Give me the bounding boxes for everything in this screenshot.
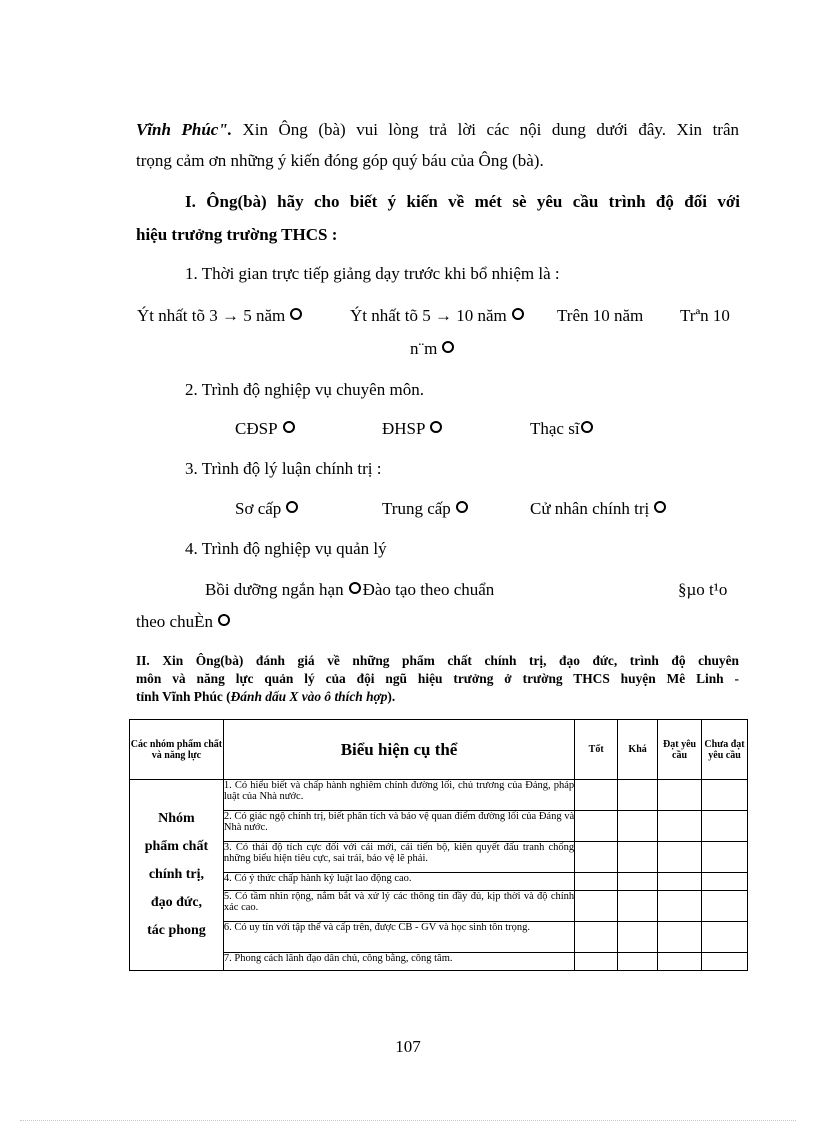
intro-line-2: trọng cảm ơn những ý kiến đóng góp quý báu của Ông (bà). [136,151,544,170]
cell-fair[interactable] [618,811,658,842]
cell-pass[interactable] [658,873,702,891]
section2-heading: II. Xin Ông(bà) đánh giá về những phẩm chất chính trị, đạo đức, trình độ chuyên môn và năng lực quản lý của đội ngũ hiệu trưởng ở trường THCS huyện Mê Linh - tỉnh Vĩnh Phúc (Đánh dấu X vào ô thích hợp). [136,653,739,704]
page-border [20,1120,796,1121]
q1-option-4[interactable]: Trªn 10 [680,306,730,325]
cell-good[interactable] [575,780,618,811]
page-number: 107 [395,1037,421,1056]
intro-line-1 [136,120,739,140]
cell-fair[interactable] [618,780,658,811]
cell-fail[interactable] [702,780,748,811]
cell-fair[interactable] [618,953,658,971]
item-text: 3. Có thái độ tích cực đối với cái mới, cái tiến bộ, kiên quyết đấu tranh chống những biểu hiện tiêu cực, sai trái, bảo vệ lẽ phải. [223,842,574,873]
q2-option-3[interactable]: Thạc sĩ [530,419,593,439]
header-fair: Khá [618,720,658,780]
q3-option-1[interactable]: Sơ cấp [235,499,298,519]
radio-icon[interactable] [349,582,361,594]
cell-good[interactable] [575,953,618,971]
q2-option-1[interactable]: CĐSP [235,419,295,439]
cell-fair[interactable] [618,891,658,922]
cell-good[interactable] [575,873,618,891]
cell-pass[interactable] [658,842,702,873]
q1-option-3[interactable]: Trên 10 năm [557,306,644,325]
q1-option-4-cont[interactable]: n¨m [410,339,454,359]
q1-option-1[interactable]: Ýt nhất tõ 3 → 5 năm [137,306,302,326]
intro-italic: Vĩnh Phúc". [136,120,233,139]
cell-pass[interactable] [658,953,702,971]
item-text: 6. Có uy tín với tập thể và cấp trên, được CB - GV và học sinh tôn trọng. [223,922,574,953]
radio-icon[interactable] [430,421,442,433]
q1-label: 1. Thời gian trực tiếp giảng dạy trước khi bổ nhiệm là : [185,264,560,283]
cell-pass[interactable] [658,922,702,953]
table-row [130,780,748,811]
cell-fail[interactable] [702,953,748,971]
q4-option-1[interactable]: Bồi dưỡng ngắn hạn Đào tạo theo chuẩn [205,580,495,599]
item-text: 1. Có hiểu biết và chấp hành nghiêm chỉnh đường lối, chủ trương của Đảng, pháp luật của Nhà nước. [223,780,574,811]
table-header-row [130,720,748,780]
item-text: 7. Phong cách lãnh đạo dân chủ, công bằng, công tâm. [223,953,574,971]
cell-pass[interactable] [658,780,702,811]
cell-good[interactable] [575,842,618,873]
section1-heading: I. Ông(bà) hãy cho biết ý kiến về mét sè yêu cầu trình độ đối với [185,192,740,211]
radio-icon[interactable] [286,501,298,513]
section1-heading-2: hiệu trưởng trường THCS : [136,225,338,244]
radio-icon[interactable] [218,614,230,626]
cell-pass[interactable] [658,811,702,842]
evaluation-table [129,719,748,971]
q2-option-2[interactable]: ĐHSP [382,419,442,439]
q3-option-2[interactable]: Trung cấp [382,499,468,519]
intro-text: Xin Ông (bà) vui lòng trả lời các nội dung dưới đây. Xin trân [232,120,739,139]
header-pass: Đạt yêu cầu [658,720,702,780]
header-group: Các nhóm phẩm chất và năng lực [130,720,224,780]
item-text: 2. Có giác ngộ chính trị, biết phân tích và bảo vệ quan điểm đường lối của Đảng và Nhà nước. [223,811,574,842]
q3-option-3[interactable]: Cử nhân chính trị [530,499,666,519]
item-text: 5. Có tầm nhìn rộng, nắm bắt và xử lý các thông tin đầy đủ, kịp thời và độ chính xác cao. [223,891,574,922]
radio-icon[interactable] [456,501,468,513]
cell-good[interactable] [575,891,618,922]
cell-fail[interactable] [702,922,748,953]
cell-fail[interactable] [702,842,748,873]
q4-label: 4. Trình độ nghiệp vụ quản lý [185,539,387,558]
cell-fair[interactable] [618,873,658,891]
cell-fair[interactable] [618,842,658,873]
item-text: 4. Có ý thức chấp hành kỷ luật lao động cao. [223,873,574,891]
radio-icon[interactable] [290,308,302,320]
cell-pass[interactable] [658,891,702,922]
header-detail: Biểu hiện cụ thể [223,720,574,780]
cell-fail[interactable] [702,873,748,891]
q2-label: 2. Trình độ nghiệp vụ chuyên môn. [185,380,424,399]
radio-icon[interactable] [512,308,524,320]
radio-icon[interactable] [283,421,295,433]
cell-fail[interactable] [702,891,748,922]
group-name: Nhóm phẩm chất chính trị, đạo đức, tác phong [130,780,224,971]
radio-icon[interactable] [581,421,593,433]
radio-icon[interactable] [654,501,666,513]
cell-good[interactable] [575,922,618,953]
header-fail: Chưa đạt yêu cầu [702,720,748,780]
q1-option-2[interactable]: Ýt nhất tõ 5 → 10 năm [350,306,524,326]
q3-label: 3. Trình độ lý luận chính trị : [185,459,382,478]
cell-fail[interactable] [702,811,748,842]
cell-fair[interactable] [618,922,658,953]
q4-option-3[interactable]: §µo t¹o [678,580,728,599]
cell-good[interactable] [575,811,618,842]
radio-icon[interactable] [442,341,454,353]
q4-option-3-cont[interactable]: theo chuÈn [136,612,230,632]
header-good: Tốt [575,720,618,780]
